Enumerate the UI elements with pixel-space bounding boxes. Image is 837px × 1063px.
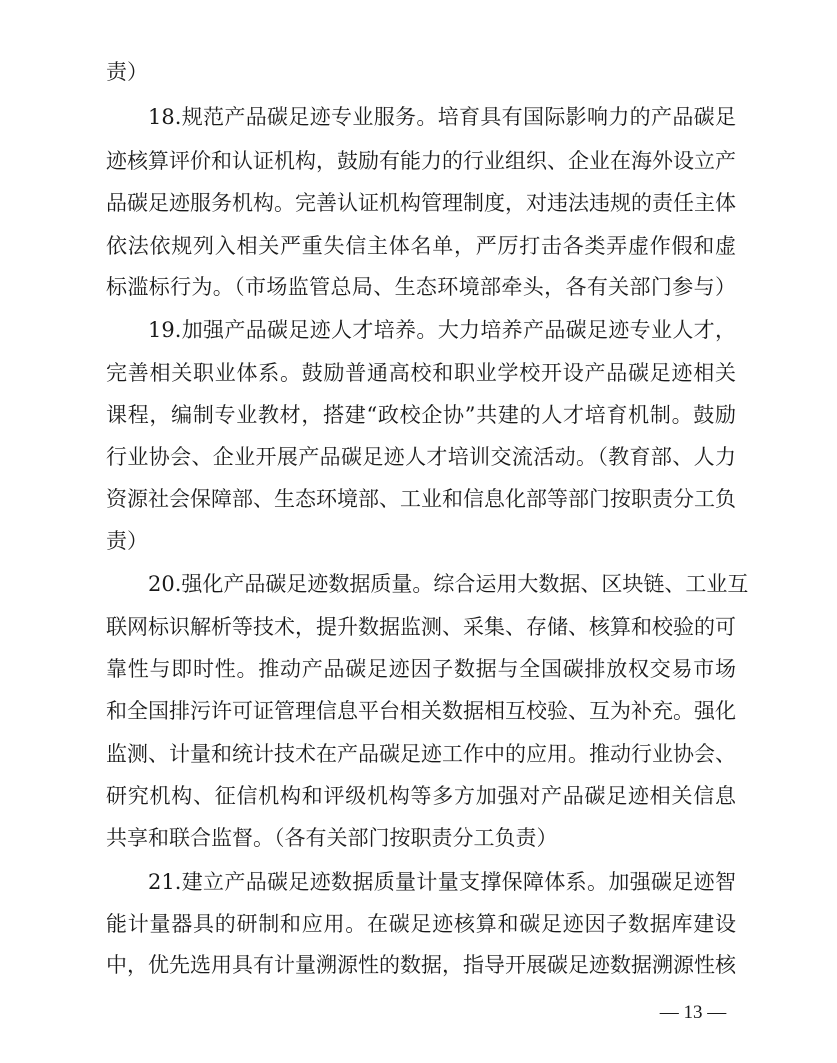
text-line: 能计量器具的研制和应用。在碳足迹核算和碳足迹因子数据库建设 xyxy=(106,912,736,936)
text-line: 资源社会保障部、生态环境部、工业和信息化部等部门按职责分工负 xyxy=(106,487,736,511)
text-line: 研究机构、征信机构和评级机构等多方加强对产品碳足迹相关信息 xyxy=(106,784,736,808)
text-line: 和全国排污许可证管理信息平台相关数据相互校验、互为补充。强化 xyxy=(106,699,736,723)
text-line: 标滥标行为。（市场监管总局、生态环境部牵头，各有关部门参与） xyxy=(106,275,736,299)
text-line: 中，优先选用具有计量溯源性的数据，指导开展碳足迹数据溯源性核 xyxy=(106,953,736,977)
text-line: 靠性与即时性。推动产品碳足迹因子数据与全国碳排放权交易市场 xyxy=(106,657,736,681)
text-line: 21.建立产品碳足迹数据质量计量支撑保障体系。加强碳足迹智 xyxy=(148,870,736,894)
text-line: 19.加强产品碳足迹人才培养。大力培养产品碳足迹专业人才， xyxy=(148,318,736,342)
text-line: 迹核算评价和认证机构，鼓励有能力的行业组织、企业在海外设立产 xyxy=(106,149,736,173)
text-line: 20.强化产品碳足迹数据质量。综合运用大数据、区块链、工业互 xyxy=(148,572,749,596)
text-line: 责） xyxy=(106,529,148,553)
text-line: 责） xyxy=(106,60,148,84)
text-line: 品碳足迹服务机构。完善认证机构管理制度，对违法违规的责任主体 xyxy=(106,191,736,215)
text-line: 课程，编制专业教材，搭建“政校企协”共建的人才培育机制。鼓励 xyxy=(106,403,736,427)
text-line: 依法依规列入相关严重失信主体名单，严厉打击各类弄虚作假和虚 xyxy=(106,234,736,258)
text-line: 18.规范产品碳足迹专业服务。培育具有国际影响力的产品碳足 xyxy=(148,105,736,129)
text-line: 共享和联合监督。（各有关部门按职责分工负责） xyxy=(106,826,558,850)
page-number: — 13 — xyxy=(659,1002,727,1023)
text-line: 完善相关职业体系。鼓励普通高校和职业学校开设产品碳足迹相关 xyxy=(106,361,736,385)
text-line: 联网标识解析等技术，提升数据监测、采集、存储、核算和校验的可 xyxy=(106,615,736,639)
text-line: 监测、计量和统计技术在产品碳足迹工作中的应用。推动行业协会、 xyxy=(106,742,736,766)
text-line: 行业协会、企业开展产品碳足迹人才培训交流活动。（教育部、人力 xyxy=(106,445,736,469)
